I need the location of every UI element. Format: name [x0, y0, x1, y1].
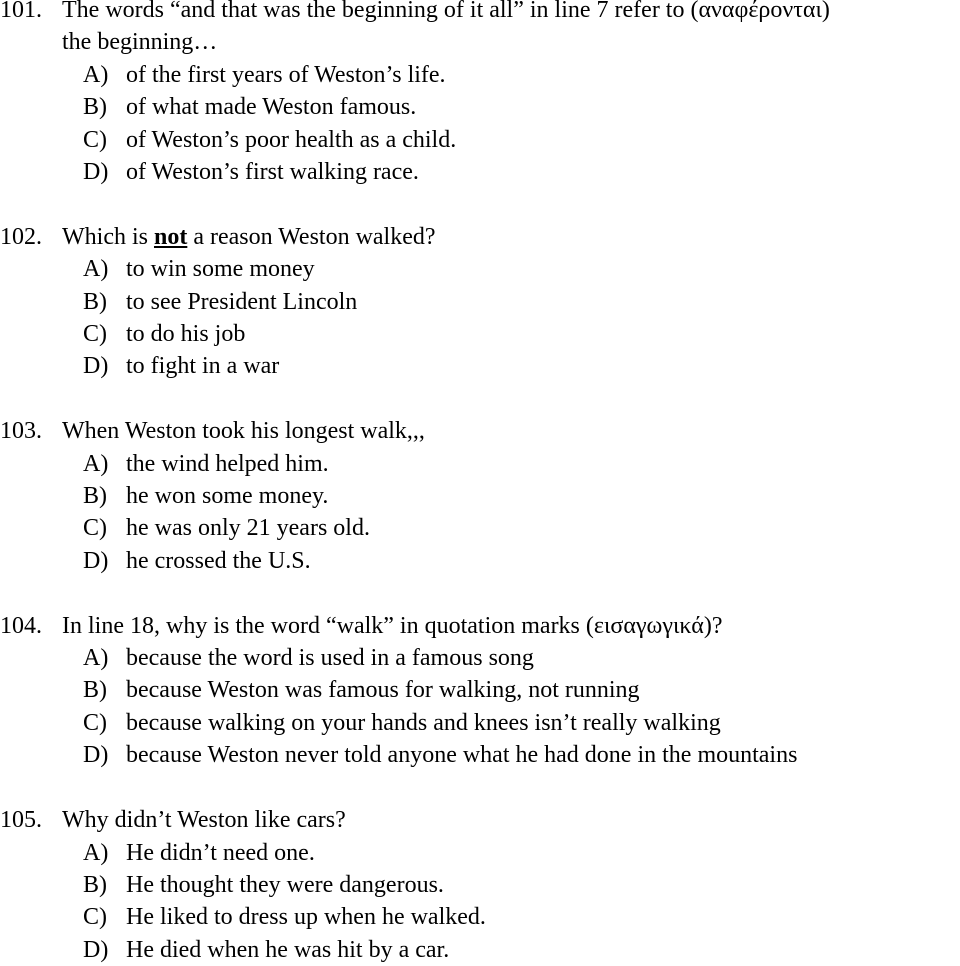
- option-letter: C): [83, 709, 107, 736]
- question-number: 105.: [0, 807, 42, 834]
- answer-option-d: [0, 156, 960, 188]
- option-text: because Weston was famous for walking, not running: [126, 677, 640, 704]
- answer-option-b: [0, 869, 960, 901]
- option-text: to win some money: [126, 256, 315, 283]
- option-text: to fight in a war: [126, 353, 280, 380]
- option-letter: B): [83, 483, 107, 510]
- answer-option-c: [0, 318, 960, 350]
- option-letter: A): [83, 256, 109, 283]
- question-text-before: Which is: [62, 223, 154, 250]
- option-text: of the first years of Weston’s life.: [126, 61, 446, 88]
- option-text: he won some money.: [126, 483, 329, 510]
- answer-option-c: [0, 512, 960, 544]
- answer-option-d: [0, 350, 960, 382]
- option-text: He didn’t need one.: [126, 839, 315, 866]
- answer-option-b: [0, 674, 960, 706]
- question-stem: [0, 221, 960, 253]
- question-105: [0, 804, 960, 966]
- question-number: 103.: [0, 418, 42, 445]
- answer-option-b: [0, 480, 960, 512]
- option-text: He liked to dress up when he walked.: [126, 904, 486, 931]
- option-text: to see President Lincoln: [126, 288, 358, 315]
- question-102: [0, 221, 960, 383]
- option-letter: A): [83, 839, 109, 866]
- answer-option-c: [0, 707, 960, 739]
- option-text: of Weston’s first walking race.: [126, 159, 419, 186]
- answer-option-a: [0, 59, 960, 91]
- option-text: of Weston’s poor health as a child.: [126, 126, 457, 153]
- question-stem: [0, 804, 960, 836]
- option-letter: A): [83, 450, 109, 477]
- option-letter: C): [83, 904, 107, 931]
- emphasized-word: not: [153, 223, 188, 250]
- option-text: the wind helped him.: [126, 450, 329, 477]
- answer-option-c: [0, 901, 960, 933]
- question-text: [62, 221, 436, 253]
- question-text-after: a reason Weston walked?: [187, 223, 436, 250]
- option-text: He died when he was hit by a car.: [126, 936, 450, 963]
- question-stem: [0, 610, 960, 642]
- option-letter: D): [83, 353, 109, 380]
- answer-option-d: [0, 934, 960, 966]
- option-letter: D): [83, 742, 109, 769]
- option-letter: C): [83, 126, 107, 153]
- option-letter: B): [83, 94, 107, 121]
- question-text: In line 18, why is the word “walk” in quotation marks (εισαγωγικά)?: [62, 612, 723, 639]
- answer-option-c: [0, 124, 960, 156]
- option-letter: D): [83, 547, 109, 574]
- answer-option-a: [0, 253, 960, 285]
- option-text: he was only 21 years old.: [126, 515, 370, 542]
- option-text: because the word is used in a famous song: [126, 645, 534, 672]
- option-text: because walking on your hands and knees isn’t really walking: [126, 709, 721, 736]
- option-letter: B): [83, 288, 107, 315]
- option-text: to do his job: [126, 321, 246, 348]
- option-text: he crossed the U.S.: [126, 547, 311, 574]
- answer-option-a: [0, 448, 960, 480]
- option-letter: B): [83, 871, 107, 898]
- question-stem: [0, 0, 960, 26]
- question-101: [0, 0, 960, 188]
- answer-option-d: [0, 739, 960, 771]
- question-text-continued: the beginning…: [62, 29, 218, 56]
- answer-option-d: [0, 545, 960, 577]
- option-letter: A): [83, 645, 109, 672]
- option-text: because Weston never told anyone what he had done in the mountains: [126, 742, 798, 769]
- question-stem: [0, 415, 960, 447]
- question-number: 102.: [0, 223, 42, 250]
- answer-option-b: [0, 286, 960, 318]
- answer-option-a: [0, 642, 960, 674]
- question-text: When Weston took his longest walk,,,: [62, 418, 425, 445]
- question-104: [0, 610, 960, 772]
- option-letter: B): [83, 677, 107, 704]
- option-text: of what made Weston famous.: [126, 94, 417, 121]
- option-letter: D): [83, 159, 109, 186]
- option-text: He thought they were dangerous.: [126, 871, 444, 898]
- answer-option-b: [0, 91, 960, 123]
- option-letter: D): [83, 936, 109, 963]
- question-text: The words “and that was the beginning of it all” in line 7 refer to (αναφέρονται): [62, 0, 830, 23]
- option-letter: C): [83, 321, 107, 348]
- question-text: Why didn’t Weston like cars?: [62, 807, 346, 834]
- question-103: [0, 415, 960, 577]
- option-letter: C): [83, 515, 107, 542]
- answer-option-a: [0, 837, 960, 869]
- question-number: 104.: [0, 612, 42, 639]
- option-letter: A): [83, 61, 109, 88]
- question-number: 101.: [0, 0, 42, 23]
